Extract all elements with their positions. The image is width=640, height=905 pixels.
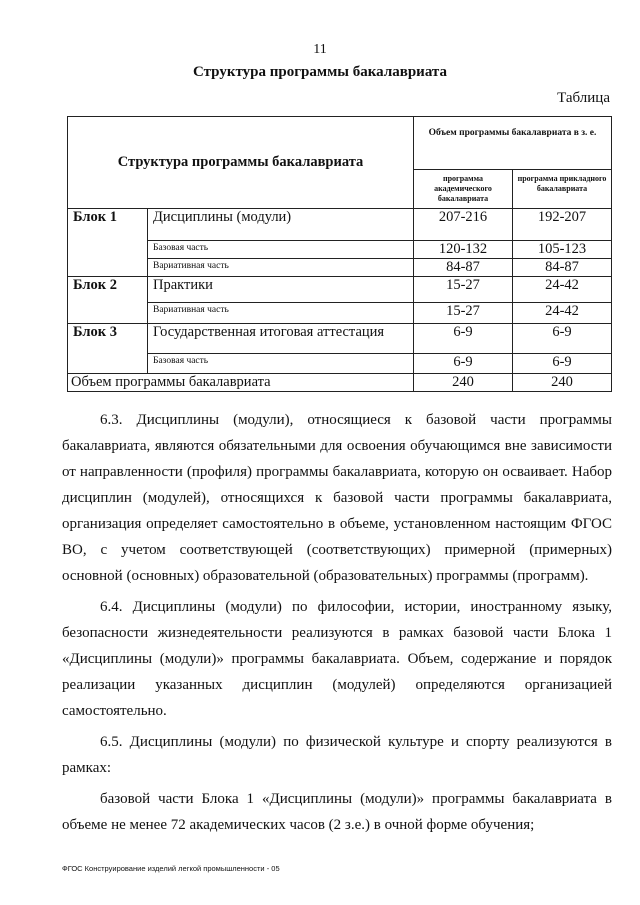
table-row bbox=[68, 259, 612, 277]
paragraph-6-5: 6.5. Дисциплины (модули) по физической культуре и спорту реализуются в рамках: bbox=[62, 734, 612, 776]
academic-value: 15-27 bbox=[414, 303, 513, 324]
block-label: Блок 2 bbox=[68, 277, 148, 303]
applied-value: 192-207 bbox=[513, 209, 612, 241]
body-text bbox=[62, 407, 612, 843]
header-academic: программа академического бакалавриата bbox=[414, 170, 513, 209]
page-number: 11 bbox=[313, 42, 327, 57]
table-row bbox=[68, 303, 612, 324]
table-row bbox=[68, 241, 612, 259]
paragraph-6-3: 6.3. Дисциплины (модули), относящиеся к базовой части программы бакалавриата, являются обязательными для освоения обучающимся вне зависимости от направленности (профиля) программы бакалавриата, которую он осваивает. Набор дисциплин (модулей), относящихся к базовой части программы бакалавриата, организация определяет самостоятельно в объеме, установленном настоящим ФГОС ВО, с учетом соответствующей (соответствующих) примерной (примерных) основной (основных) образовательной (образовательных) программы (программ). bbox=[62, 412, 612, 584]
academic-value: 84-87 bbox=[414, 259, 513, 277]
row-name: Практики bbox=[148, 277, 414, 303]
applied-value: 6-9 bbox=[513, 324, 612, 354]
block-label: Блок 1 bbox=[68, 209, 148, 241]
structure-table bbox=[67, 116, 612, 392]
header-volume: Объем программы бакалавриата в з. е. bbox=[414, 117, 612, 170]
total-applied: 240 bbox=[513, 374, 612, 392]
paragraph-6-5-item: базовой части Блока 1 «Дисциплины (модули)» программы бакалавриата в объеме не менее 72 академических часов (2 з.е.) в очной форме обучения; bbox=[62, 791, 612, 833]
table-caption: Таблица bbox=[557, 90, 610, 106]
row-name: Дисциплины (модули) bbox=[148, 209, 414, 241]
academic-value: 6-9 bbox=[414, 324, 513, 354]
block-label bbox=[68, 259, 148, 277]
table-row bbox=[68, 324, 612, 354]
block-label bbox=[68, 241, 148, 259]
total-academic: 240 bbox=[414, 374, 513, 392]
footer: ФГОС Конструирование изделий легкой промышленности - 05 bbox=[62, 864, 280, 873]
row-name: Государственная итоговая аттестация bbox=[148, 324, 414, 354]
total-label: Объем программы бакалавриата bbox=[68, 374, 414, 392]
row-name: Вариативная часть bbox=[148, 259, 414, 277]
block-label: Блок 3 bbox=[68, 324, 148, 354]
block-label bbox=[68, 303, 148, 324]
applied-value: 6-9 bbox=[513, 354, 612, 374]
header-applied: программа прикладного бакалавриата bbox=[513, 170, 612, 209]
row-name: Вариативная часть bbox=[148, 303, 414, 324]
table-row bbox=[68, 354, 612, 374]
table-row bbox=[68, 277, 612, 303]
page-title: Структура программы бакалавриата bbox=[193, 64, 447, 80]
academic-value: 120-132 bbox=[414, 241, 513, 259]
row-name: Базовая часть bbox=[148, 354, 414, 374]
applied-value: 24-42 bbox=[513, 303, 612, 324]
academic-value: 207-216 bbox=[414, 209, 513, 241]
academic-value: 15-27 bbox=[414, 277, 513, 303]
header-structure: Структура программы бакалавриата bbox=[68, 117, 414, 209]
block-label bbox=[68, 354, 148, 374]
applied-value: 84-87 bbox=[513, 259, 612, 277]
academic-value: 6-9 bbox=[414, 354, 513, 374]
applied-value: 24-42 bbox=[513, 277, 612, 303]
row-name: Базовая часть bbox=[148, 241, 414, 259]
paragraph-6-4: 6.4. Дисциплины (модули) по философии, истории, иностранному языку, безопасности жизнедеятельности реализуются в рамках базовой части Блока 1 «Дисциплины (модули)» программы бакалавриата. Объем, содержание и порядок реализации указанных дисциплин (модулей) определяются организацией самостоятельно. bbox=[62, 599, 612, 719]
applied-value: 105-123 bbox=[513, 241, 612, 259]
table-row bbox=[68, 209, 612, 241]
table-total-row bbox=[68, 374, 612, 392]
